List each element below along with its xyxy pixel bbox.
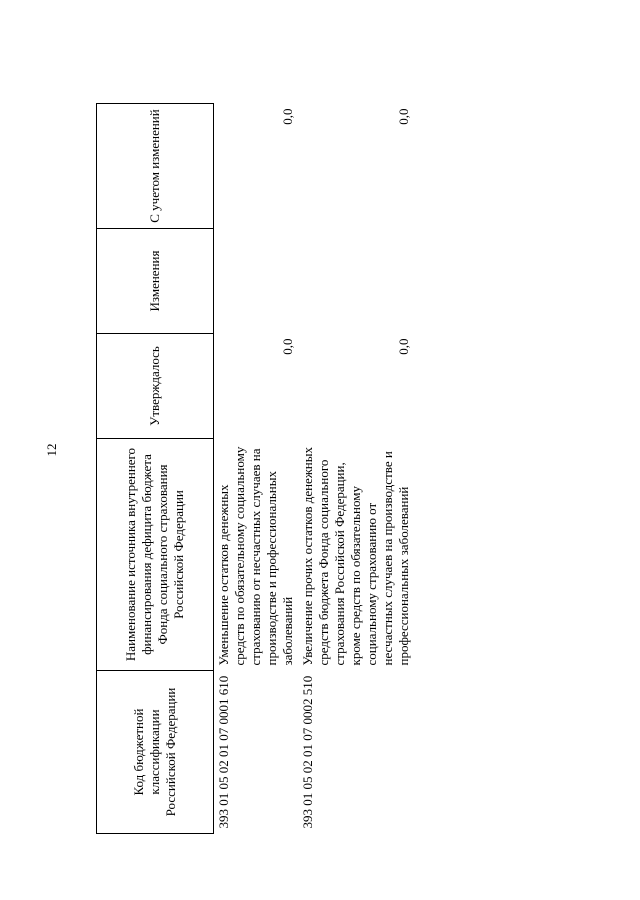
row-with-changes: 0,0 [395,108,411,125]
table-row [298,104,414,834]
table-header-row [97,104,214,834]
header-code: Код бюджетной классификации Российской Федерации [97,671,214,834]
row-name: Увеличение прочих остатков денежных средств бюджета Фонда социального страхования Российской Федерации, кроме средств по обязательному социальному страхованию от несчастных случаев на производстве и профессиональных заболеваний [299,447,411,666]
row-name: Уменьшение остатков денежных средств по обязательному социальному страхованию от несчастных случаев на производстве и профессиональных заболеваний [216,446,295,666]
table-row [214,104,298,834]
row-with-changes: 0,0 [279,108,295,125]
row-approved: 0,0 [279,338,295,355]
row-code: 393 01 05 02 01 07 0002 510 [299,675,315,829]
page-number: 12 [44,443,59,457]
row-code: 393 01 05 02 01 07 0001 610 [216,675,231,829]
header-changes: Изменения [97,229,214,334]
row-changes [214,229,298,334]
sources-table [96,103,414,834]
header-name: Наименование источника внутреннего финансирования дефицита бюджета Фонда социального страхования Российской Федерации [97,439,214,671]
row-changes [298,229,414,334]
row-approved: 0,0 [395,338,411,355]
header-with-changes: С учетом изменений [97,104,214,229]
header-approved: Утверждалось [97,334,214,439]
